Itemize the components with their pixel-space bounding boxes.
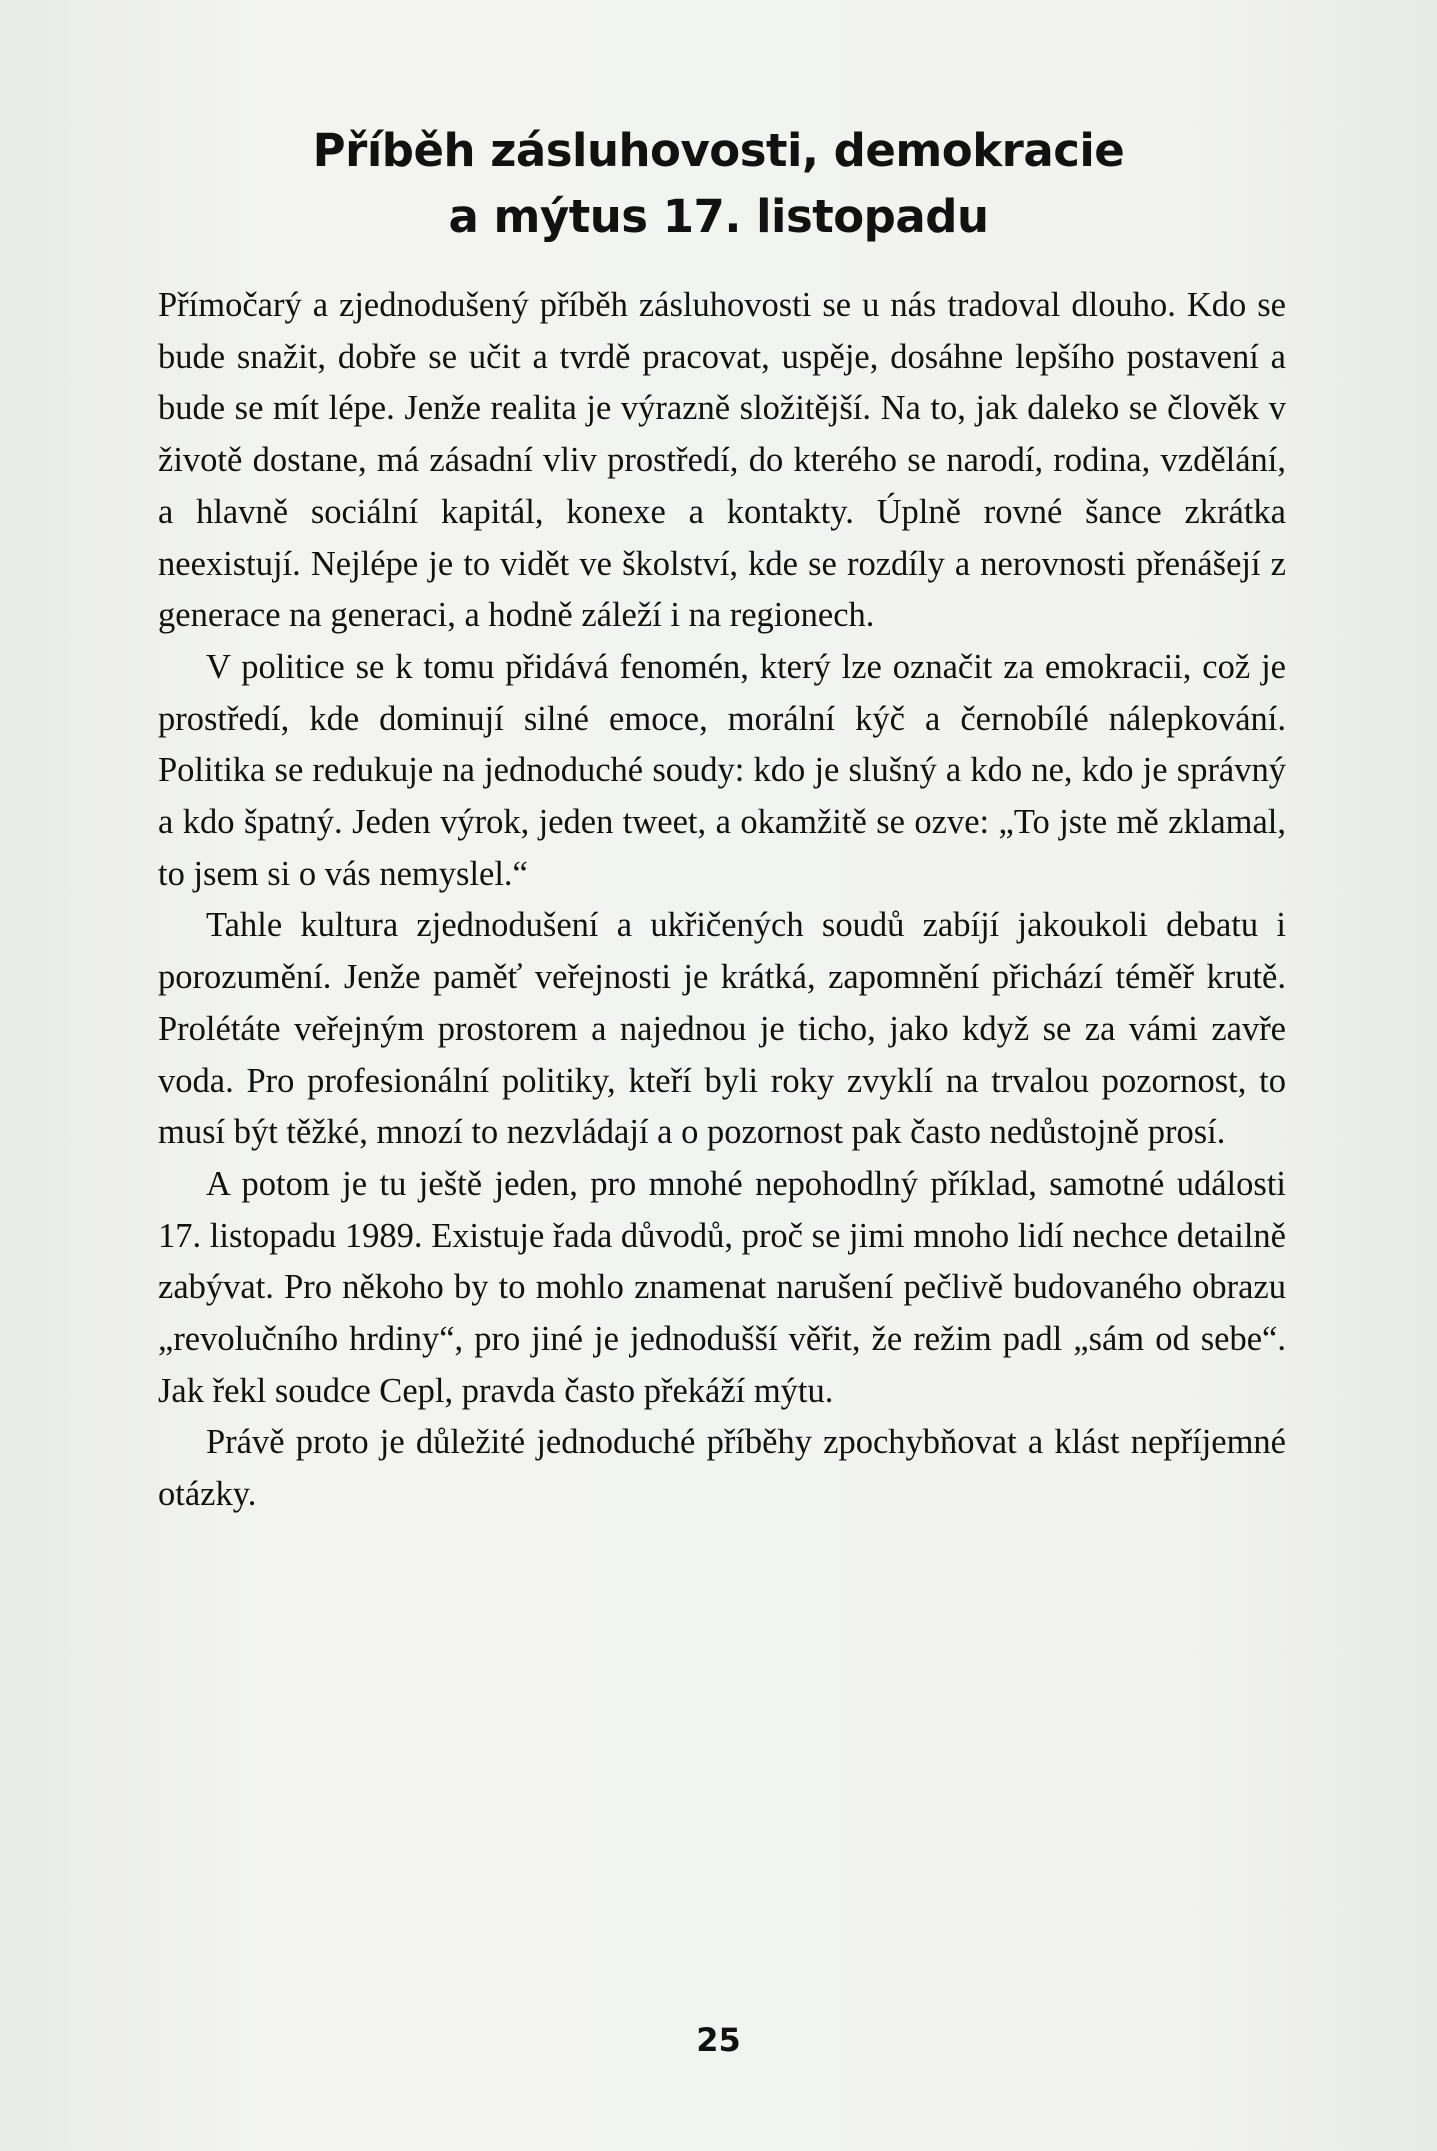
chapter-title xyxy=(0,118,1437,250)
chapter-title-line-2: a mýtus 17. listopadu xyxy=(448,190,989,243)
paragraph-3: Tahle kultura zjednodušení a ukřičených soudů zabíjí jakoukoli debatu i porozumění. Jenže paměť veřejnosti je krátká, zapomnění přichází téměř krutě. Prolétáte veřejným prostorem a najednou je ticho, jako když se za vámi zavře voda. Pro profesionální politiky, kteří byli roky zvyklí na trvalou pozornost, to musí být těžké, mnozí to nezvládají a o pozornost pak často nedůstojně prosí. xyxy=(158,906,1286,1152)
paragraph-1: Přímočarý a zjednodušený příběh zásluhovosti se u nás tradoval dlouho. Kdo se bude snažit, dobře se učit a tvrdě pracovat, uspěje, dosáhne lepšího postavení a bude se mít lépe. Jenže realita je výrazně složitější. Na to, jak daleko se člověk v životě dostane, má zásadní vliv prostředí, do kterého se narodí, rodina, vzdělání, a hlavně sociální kapitál, konexe a kontakty. Úplně rovné šance zkrátka neexistují. Nejlépe je to vidět ve školství, kde se rozdíly a nerovnosti přenášejí z generace na generaci, a hodně záleží i na regionech. xyxy=(158,286,1286,635)
chapter-title-line-1: Příběh zásluhovosti, demokracie xyxy=(312,124,1125,177)
paragraph-5: Právě proto je důležité jednoduché příběhy zpochybňovat a klást nepříjemné otázky. xyxy=(158,1423,1286,1514)
page-number: 25 xyxy=(696,2021,741,2059)
paragraph-2: V politice se k tomu přidává fenomén, který lze označit za emokracii, což je prostředí, kde dominují silné emoce, morální kýč a černobílé nálepkování. Politika se redukuje na jednoduché soudy: kdo je slušný a kdo ne, kdo je správný a kdo špatný. Jeden výrok, jeden tweet, a okamžitě se ozve: „To jste mě zklamal, to jsem si o vás nemyslel.“ xyxy=(158,647,1286,893)
paragraph-4: A potom je tu ještě jeden, pro mnohé nepohodlný příklad, samotné události 17. listopadu 1989. Existuje řada důvodů, proč se jimi mnoho lidí nechce detailně zabývat. Pro někoho by to mohlo znamenat narušení pečlivě budovaného obrazu „revolučního hrdiny“, pro jiné je jednodušší věřit, že režim padl „sám od sebe“. Jak řekl soudce Cepl, pravda často překáží mýtu. xyxy=(158,1164,1286,1410)
chapter-body xyxy=(158,280,1286,1521)
